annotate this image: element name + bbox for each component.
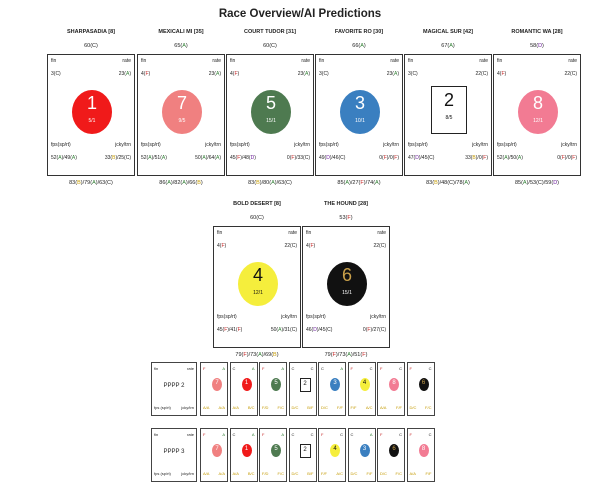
fin-grade: F — [203, 366, 206, 371]
rate-label: rate — [479, 58, 488, 64]
pppp-cell[interactable] — [289, 428, 317, 482]
fps-grade: A/A — [203, 471, 210, 476]
runner-column — [492, 28, 582, 187]
fin-grade: C — [291, 432, 295, 437]
jockey-trainer-grade: F/C — [277, 405, 284, 410]
rate-label: rate — [187, 432, 194, 437]
fps-value: 45(F)/41(F) — [217, 327, 243, 333]
runner-name: ROMANTIC WA [28] — [511, 29, 563, 35]
runner-name: COURT TUDOR [31] — [244, 29, 296, 35]
page-title: Race Overview/AI Predictions — [218, 8, 382, 20]
rate-grade: C — [399, 432, 402, 437]
jockey-trainer-value: 0(F)/33(C) — [286, 155, 310, 161]
saddlecloth-badge — [162, 90, 202, 134]
fin-grade: F — [380, 432, 383, 437]
fin-label: fin — [217, 230, 223, 236]
runner-speed-figures: 79(F)/73(A)/51(F) — [324, 352, 368, 358]
jockey-trainer-label: jcky/trn — [370, 314, 386, 320]
rate-grade: C — [428, 366, 432, 371]
pppp-cell[interactable] — [200, 428, 228, 482]
jockey-trainer-value: 33(B)/0(F) — [465, 155, 488, 161]
fps-value: 52(A)/50(A) — [497, 155, 523, 161]
mini-saddlecloth-badge: 8 — [389, 378, 399, 391]
program-number: 1 — [86, 93, 97, 113]
pppp-cell[interactable] — [407, 362, 435, 416]
runner-top-rating: 60(C) — [84, 43, 98, 49]
fin-label: fin — [230, 58, 236, 64]
jockey-trainer-label: jcky/trn — [472, 142, 488, 148]
fps-label: fps (sp/rt) — [154, 471, 171, 476]
jockey-trainer-value: 33(B)/25(C) — [104, 155, 131, 161]
rate-label: rate — [122, 58, 131, 64]
jockey-trainer-label: jcky/trn — [561, 142, 577, 148]
jockey-trainer-grade: F/F — [425, 471, 432, 476]
pppp-label-card — [151, 362, 197, 416]
fps-grade: F/D — [262, 471, 269, 476]
saddlecloth-badge — [251, 90, 291, 134]
fin-grade: F — [321, 432, 324, 437]
pppp-label-card — [151, 428, 197, 482]
rate-label: rate — [377, 230, 386, 236]
fps-grade: A/A — [380, 405, 387, 410]
program-number: 7 — [176, 93, 187, 113]
fps-grade: F/D — [262, 405, 269, 410]
jockey-trainer-value: 50(A)/31(C) — [270, 327, 297, 333]
runner-card[interactable] — [213, 226, 301, 348]
mini-saddlecloth-badge: 7 — [212, 444, 222, 457]
morning-line-odds: 12/1 — [533, 118, 543, 124]
fps-label: fps(sp/rt) — [319, 142, 339, 148]
jockey-trainer-label: jcky/trn — [383, 142, 399, 148]
pppp-cell[interactable] — [377, 362, 405, 416]
fin-grade: C — [232, 432, 236, 437]
program-number: 4 — [252, 265, 263, 285]
fin-value: 3(C) — [408, 71, 418, 77]
runner-speed-figures: 83(B)/48(C)/78(A) — [426, 180, 470, 186]
fps-grade: D/C — [291, 405, 299, 410]
saddlecloth-badge — [72, 90, 112, 134]
jockey-trainer-value: 0(F)/0(F) — [557, 155, 577, 161]
pppp-cell[interactable] — [259, 362, 287, 416]
runner-name: BOLD DESERT [8] — [233, 201, 281, 207]
morning-line-odds: 9/5 — [178, 118, 186, 124]
saddlecloth-badge — [340, 90, 380, 134]
pppp-cell[interactable] — [348, 428, 376, 482]
rate-grade: C — [369, 366, 373, 371]
jockey-trainer-grade: B/F — [307, 405, 314, 410]
mini-saddlecloth-badge: 2 — [300, 378, 311, 392]
jockey-trainer-grade: A/A — [218, 405, 225, 410]
rate-label: rate — [288, 230, 297, 236]
mini-saddlecloth-badge: 6 — [419, 378, 429, 391]
rate-label: rate — [301, 58, 310, 64]
fps-value: 47(D)/45(C) — [408, 155, 435, 161]
runner-card[interactable] — [315, 54, 403, 176]
runner-speed-figures: 79(F)/73(A)/69(B) — [235, 352, 279, 358]
fps-grade: A/A — [232, 405, 239, 410]
morning-line-odds: 15/1 — [342, 290, 352, 296]
runner-name: THE HOUND [28] — [323, 201, 368, 207]
rate-value: 23(A) — [118, 71, 131, 77]
jockey-trainer-grade: A/A — [218, 471, 225, 476]
pppp-cell[interactable] — [407, 428, 435, 482]
runner-column — [403, 28, 493, 187]
fps-grade: F/F — [350, 405, 357, 410]
rate-label: rate — [187, 366, 194, 371]
rate-value: 22(C) — [373, 243, 386, 249]
fps-grade: D/C — [291, 471, 299, 476]
runner-card[interactable] — [226, 54, 314, 176]
mini-saddlecloth-badge: 7 — [212, 378, 222, 391]
pppp-cell[interactable] — [348, 362, 376, 416]
fps-label: fps(sp/rt) — [306, 314, 326, 320]
rate-grade: A — [251, 366, 255, 371]
pppp-row-label: PPPP 2 — [163, 383, 185, 389]
runner-name: FAVORITE RO [30] — [334, 29, 384, 35]
fps-grade: D/C — [380, 471, 387, 476]
pppp-cell[interactable] — [377, 428, 405, 482]
morning-line-odds: 15/1 — [266, 118, 276, 124]
fin-grade: C — [291, 366, 295, 371]
mini-saddlecloth-badge: 4 — [360, 378, 370, 391]
morning-line-odds: 8/5 — [445, 115, 453, 121]
fps-grade: A/A — [203, 405, 210, 410]
runner-speed-figures: 83(B)/79(A)/63(C) — [69, 180, 113, 186]
runner-card[interactable] — [404, 54, 492, 176]
mini-saddlecloth-badge: 1 — [242, 378, 252, 391]
rate-grade: C — [399, 366, 402, 371]
fin-label: fin — [154, 432, 159, 437]
fps-grade: D/C — [409, 405, 417, 410]
runner-card[interactable] — [302, 226, 390, 348]
jockey-trainer-grade: F/F — [366, 471, 373, 476]
runner-name: SHARPASADIA [8] — [67, 29, 115, 35]
jockey-trainer-label: jcky/trn — [181, 405, 194, 410]
rate-grade: A — [281, 366, 284, 371]
fin-grade: F — [350, 366, 353, 371]
pppp-cell[interactable] — [289, 362, 317, 416]
jockey-trainer-grade: A/C — [365, 405, 373, 410]
pppp-cell[interactable] — [200, 362, 228, 416]
rate-grade: C — [428, 432, 432, 437]
morning-line-odds: 10/1 — [355, 118, 365, 124]
rate-value: 22(C) — [564, 71, 577, 77]
runner-name: MAGICAL SUR [42] — [422, 29, 473, 35]
jockey-trainer-grade: F/F — [396, 405, 402, 410]
fin-grade: C — [232, 366, 236, 371]
fps-value: 45(F)/48(D) — [230, 155, 256, 161]
program-number: 5 — [265, 93, 276, 113]
runner-top-rating: 66(A) — [352, 43, 366, 49]
jockey-trainer-grade: F/C — [277, 471, 284, 476]
runner-top-rating: 65(A) — [174, 43, 188, 49]
rate-label: rate — [390, 58, 399, 64]
fin-grade: F — [380, 366, 383, 371]
fin-label: fin — [154, 366, 159, 371]
pppp-cell[interactable] — [318, 428, 346, 482]
fps-value: 49(D)/46(C) — [319, 155, 346, 161]
rate-label: rate — [212, 58, 221, 64]
saddlecloth-badge — [238, 262, 278, 306]
fin-value: 4(F) — [230, 71, 240, 77]
runner-column — [314, 28, 404, 187]
saddlecloth-badge — [518, 90, 558, 134]
fps-label: fps(sp/rt) — [230, 142, 250, 148]
runner-speed-figures: 83(B)/80(A)/63(C) — [248, 180, 292, 186]
fin-grade: C — [321, 366, 324, 371]
rate-value: 23(A) — [208, 71, 221, 77]
morning-line-odds: 12/1 — [253, 290, 263, 296]
mini-saddlecloth-badge: 3 — [360, 444, 370, 457]
jockey-trainer-label: jcky/trn — [115, 142, 131, 148]
fin-value: 4(F) — [306, 243, 316, 249]
jockey-trainer-grade: B/C — [247, 471, 255, 476]
fps-label: fps(sp/rt) — [51, 142, 71, 148]
runner-speed-figures: 85(A)/53(C)/59(D) — [514, 180, 560, 186]
mini-saddlecloth-badge: 5 — [271, 444, 281, 457]
fin-label: fin — [497, 58, 503, 64]
jockey-trainer-grade: F/F — [337, 405, 343, 410]
fin-value: 3(C) — [51, 71, 61, 77]
jockey-trainer-label: jcky/trn — [294, 142, 310, 148]
mini-saddlecloth-badge: 3 — [330, 378, 340, 391]
fps-grade: D/C — [350, 471, 358, 476]
fin-label: fin — [141, 58, 147, 64]
rate-grade: A — [340, 366, 343, 371]
mini-saddlecloth-badge: 6 — [389, 444, 399, 457]
mini-saddlecloth-badge: 5 — [271, 378, 281, 391]
rate-value: 22(C) — [284, 243, 297, 249]
fin-label: fin — [51, 58, 57, 64]
saddlecloth-badge — [431, 86, 467, 134]
fps-value: 52(A)/51(A) — [141, 155, 167, 161]
fin-value: 4(F) — [141, 71, 151, 77]
runner-top-rating: 60(C) — [263, 43, 277, 49]
rate-grade: A — [222, 366, 225, 371]
rate-grade: A — [222, 432, 225, 437]
jockey-trainer-label: jcky/trn — [181, 471, 194, 476]
runner-name: MEXICALI MI [35] — [158, 29, 204, 35]
rate-grade: C — [340, 432, 343, 437]
rate-value: 23(A) — [386, 71, 399, 77]
runner-column — [212, 200, 302, 359]
fin-label: fin — [408, 58, 414, 64]
fps-label: fps(sp/rt) — [141, 142, 161, 148]
rate-grade: C — [310, 366, 314, 371]
pppp-cell[interactable] — [230, 428, 258, 482]
program-number: 3 — [354, 93, 365, 113]
fps-value: 46(D)/45(C) — [306, 327, 333, 333]
runner-top-rating: 60(C) — [250, 215, 264, 221]
rate-grade: A — [251, 432, 255, 437]
jockey-trainer-grade: F/C — [425, 405, 432, 410]
jockey-trainer-label: jcky/trn — [281, 314, 297, 320]
mini-saddlecloth-badge: 4 — [330, 444, 340, 457]
fps-label: fps(sp/rt) — [217, 314, 237, 320]
program-number: 2 — [443, 90, 454, 110]
pppp-cell[interactable] — [230, 362, 258, 416]
rate-grade: C — [310, 432, 314, 437]
fps-label: fps(sp/rt) — [408, 142, 428, 148]
fin-label: fin — [319, 58, 325, 64]
mini-saddlecloth-badge: 8 — [419, 444, 429, 457]
fps-label: fps (sp/rt) — [154, 405, 171, 410]
jockey-trainer-value: 0(F)/27(C) — [362, 327, 386, 333]
program-number: 6 — [341, 265, 352, 285]
runner-top-rating: 53(F) — [339, 215, 353, 221]
program-number: 8 — [532, 93, 543, 113]
jockey-trainer-grade: F/C — [395, 471, 402, 476]
fps-grade: A/A — [232, 471, 239, 476]
pppp-row-label: PPPP 3 — [163, 449, 185, 455]
rate-grade: A — [369, 432, 373, 437]
runner-top-rating: 67(A) — [441, 43, 455, 49]
runner-column — [136, 28, 226, 187]
runner-column — [301, 200, 391, 359]
jockey-trainer-grade: A/C — [336, 471, 343, 476]
runner-speed-figures: 85(A)/27(F)/74(A) — [337, 180, 381, 186]
fin-grade: F — [409, 432, 412, 437]
mini-saddlecloth-badge: 2 — [300, 444, 311, 458]
fin-value: 4(F) — [217, 243, 227, 249]
rate-label: rate — [568, 58, 577, 64]
mini-saddlecloth-badge: 1 — [242, 444, 252, 457]
fin-value: 4(F) — [497, 71, 507, 77]
jockey-trainer-value: 50(A)/64(A) — [195, 155, 221, 161]
rate-grade: A — [281, 432, 284, 437]
morning-line-odds: 5/1 — [88, 118, 96, 124]
fin-grade: F — [203, 432, 206, 437]
runner-card[interactable] — [47, 54, 135, 176]
pppp-cell[interactable] — [259, 428, 287, 482]
pppp-cell[interactable] — [318, 362, 346, 416]
fps-value: 52(A)/49(A) — [51, 155, 77, 161]
fps-grade: F/F — [321, 471, 327, 476]
fps-grade: A/A — [409, 471, 416, 476]
fin-grade: F — [262, 432, 265, 437]
fin-grade: F — [409, 366, 412, 371]
runner-column — [225, 28, 315, 187]
fin-grade: F — [262, 366, 265, 371]
jockey-trainer-grade: B/C — [247, 405, 255, 410]
saddlecloth-badge — [327, 262, 367, 306]
fin-value: 3(C) — [319, 71, 329, 77]
runner-top-rating: 58(D) — [530, 43, 544, 49]
jockey-trainer-label: jcky/trn — [205, 142, 221, 148]
fps-label: fps(sp/rt) — [497, 142, 517, 148]
runner-card[interactable] — [137, 54, 225, 176]
fin-grade: C — [350, 432, 354, 437]
runner-card[interactable] — [493, 54, 581, 176]
rate-value: 22(C) — [475, 71, 488, 77]
jockey-trainer-grade: B/F — [307, 471, 314, 476]
fps-grade: D/C — [321, 405, 328, 410]
runner-column — [46, 28, 136, 187]
rate-value: 23(A) — [297, 71, 310, 77]
runner-speed-figures: 86(A)/82(A)/66(B) — [159, 180, 203, 186]
fin-label: fin — [306, 230, 312, 236]
jockey-trainer-value: 0(F)/0(F) — [379, 155, 399, 161]
